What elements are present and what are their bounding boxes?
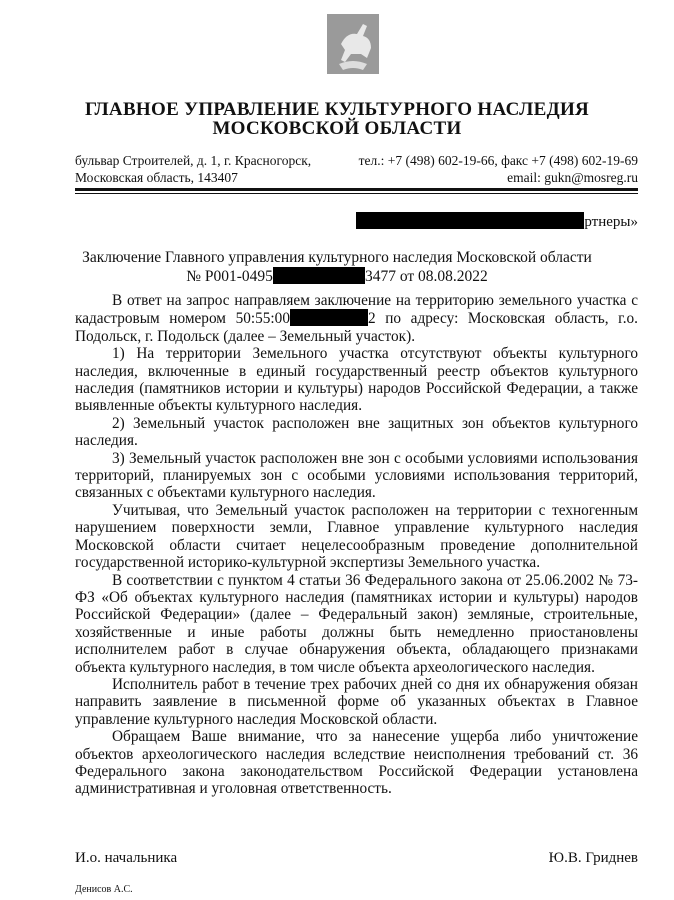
paragraph: Обращаем Ваше внимание, что за нанесение ущерба либо уничтожение объектов археологического наследия вследствие неисполнения требований ст. 36 Федерального закона законодательством Российской Федерации установлена административная и уголовная ответственность. — [75, 728, 638, 798]
paragraph: 2) Земельный участок расположен вне защитных зон объектов культурного наследия. — [75, 414, 638, 450]
title-line: ГЛАВНОЕ УПРАВЛЕНИЕ КУЛЬТУРНОГО НАСЛЕДИЯ — [84, 99, 590, 120]
email: email: gukn@mosreg.ru — [507, 170, 638, 185]
redaction — [290, 309, 368, 326]
signer-name: Ю.В. Гриднев — [548, 850, 638, 866]
letterhead-contacts — [75, 152, 638, 186]
heading-line: Заключение Главного управления культурного наследия Московской области — [82, 249, 592, 266]
address-line: бульвар Строителей, д. 1, г. Красногорск, — [75, 153, 312, 168]
divider — [75, 193, 638, 194]
paragraph: 3) Земельный участок расположен вне зон с особыми условиями использования территорий, планируемых зон с особыми условиями использования территорий, связанных с объектами культурного наследия. — [75, 449, 638, 502]
paragraph: 1) На территории Земельного участка отсутствуют объекты культурного наследия, включенные в единый государственный реестр объектов культурного наследия (памятников истории и культуры) народов Российской Федерации, а также выявленные объекты культурного наследия. — [75, 345, 638, 415]
paragraph: В соответствии с пунктом 4 статьи 36 Федерального закона от 25.06.2002 № 73-ФЗ «Об объектах культурного наследия (памятниках истории и культуры) народов Российской Федерации» (далее – Федеральный закон) земляные, строительные, хозяйственные и иные работы должны быть немедленно приостановлены исполнителем работ в случае обнаружения объекта, обладающего признаками объекта культурного наследия, в том числе объекта археологического наследия. — [75, 571, 638, 676]
phone-fax: тел.: +7 (498) 602-19-66, факс +7 (498) 602-19-69 — [358, 153, 638, 168]
executor: Денисов А.С. — [75, 884, 133, 895]
signature-block — [75, 850, 638, 867]
document-heading — [0, 249, 674, 286]
text: В ответ на запрос направляем заключение на территорию земельного участка с кадастровым номером 50:55:00 — [75, 292, 638, 328]
doc-number-suffix: 3477 от 08.08.2022 — [364, 268, 488, 285]
document-body — [75, 292, 638, 798]
signer-position: И.о. начальника — [75, 850, 178, 866]
paragraph — [75, 292, 638, 345]
recipient-text: ртнеры» — [584, 214, 638, 230]
redaction — [273, 267, 365, 284]
paragraph: Учитывая, что Земельный участок расположен на территории с техногенным нарушением поверхности земли, Главное управление культурного наследия Московской области считает нецелесообразным проведение дополнительной государственной историко-культурной экспертизы Земельного участка. — [75, 501, 638, 572]
organization-title — [0, 100, 674, 138]
text: 2 по адресу: Московская область, г.о. Подольск, г. Подольск (далее – Земельный участок). — [75, 310, 638, 345]
doc-number-prefix: № Р001-0495 — [186, 268, 273, 285]
coat-of-arms-emblem — [327, 14, 379, 74]
recipient — [356, 212, 638, 231]
redaction — [356, 212, 584, 229]
address-line: Московская область, 143407 — [75, 170, 238, 185]
paragraph: Исполнитель работ в течение трех рабочих дней со дня их обнаружения обязан направить заявление в письменной форме об указанных объектах в Главное управление культурного наследия Московской области. — [75, 675, 638, 728]
divider — [75, 188, 638, 191]
title-line: МОСКОВСКОЙ ОБЛАСТИ — [212, 118, 462, 139]
